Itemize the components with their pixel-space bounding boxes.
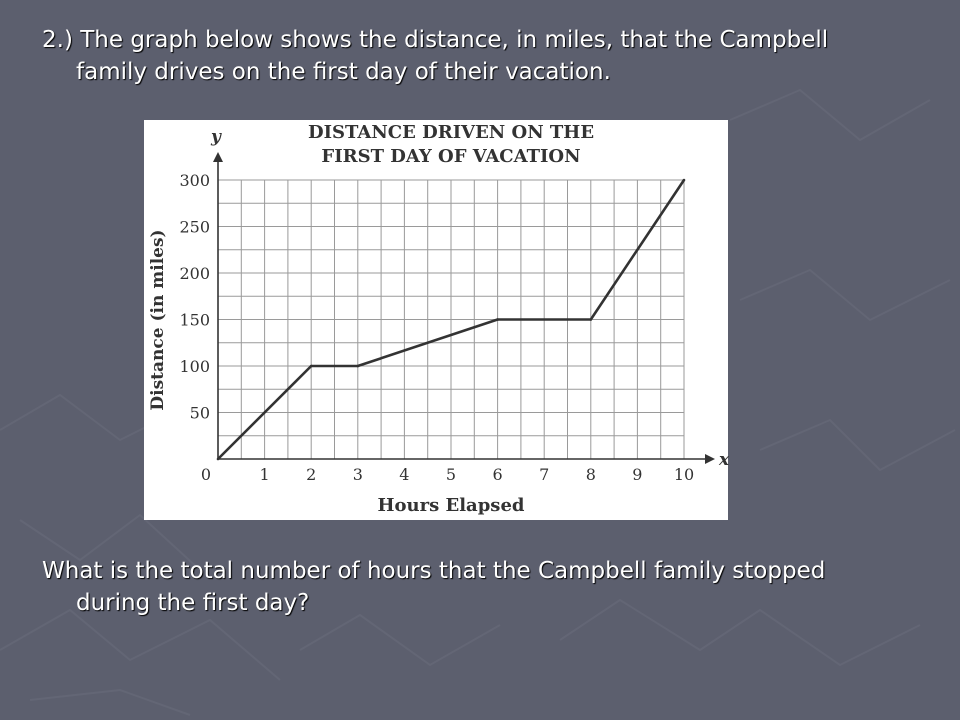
series-point xyxy=(357,365,360,368)
y-tick-label: 250 xyxy=(179,217,210,237)
series-point xyxy=(310,365,313,368)
series-point xyxy=(683,179,686,182)
y-tick-label: 200 xyxy=(179,264,210,283)
distance-chart xyxy=(144,120,728,520)
x-tick-label: 5 xyxy=(445,465,457,484)
x-tick-label: 8 xyxy=(585,465,596,484)
chart-title-line1: DISTANCE DRIVEN ON THE xyxy=(307,122,595,143)
y-tick-label: 300 xyxy=(179,171,210,190)
question-prompt-line1: What is the total number of hours that the Campbell family stopped xyxy=(42,558,826,584)
question-prompt-line2: during the first day? xyxy=(76,590,310,616)
y-tick-label: 150 xyxy=(179,310,210,330)
x-tick-label: 0 xyxy=(200,465,212,484)
x-tick-label: 9 xyxy=(632,465,643,484)
y-tick-label: 100 xyxy=(179,357,210,376)
series-point xyxy=(590,318,593,321)
x-tick-label: 3 xyxy=(352,465,363,484)
series-point xyxy=(496,318,499,321)
y-axis-letter: y xyxy=(211,127,221,147)
x-axis-letter: x xyxy=(719,450,730,470)
x-tick-label: 10 xyxy=(673,465,695,484)
question-intro-line2: family drives on the first day of their vacation. xyxy=(76,59,611,85)
x-tick-label: 2 xyxy=(306,465,317,484)
y-axis-label: Distance (in miles) xyxy=(148,229,168,411)
chart-grid xyxy=(218,180,684,459)
series-point xyxy=(217,458,220,461)
graph-panel xyxy=(144,120,728,520)
chart-title-line2: FIRST DAY OF VACATION xyxy=(321,146,581,167)
x-axis-arrow xyxy=(705,454,715,464)
x-tick-label: 4 xyxy=(399,465,410,484)
x-axis-label: Hours Elapsed xyxy=(377,495,525,516)
question-intro xyxy=(42,24,922,88)
question-prompt xyxy=(42,555,922,619)
x-tick-label: 1 xyxy=(259,465,270,484)
question-intro-line1: 2.) The graph below shows the distance, in miles, that the Campbell xyxy=(42,27,829,53)
x-tick-label: 6 xyxy=(492,465,503,484)
y-axis-arrow xyxy=(213,152,223,162)
x-tick-label: 7 xyxy=(539,465,550,484)
y-tick-label: 50 xyxy=(189,403,210,423)
